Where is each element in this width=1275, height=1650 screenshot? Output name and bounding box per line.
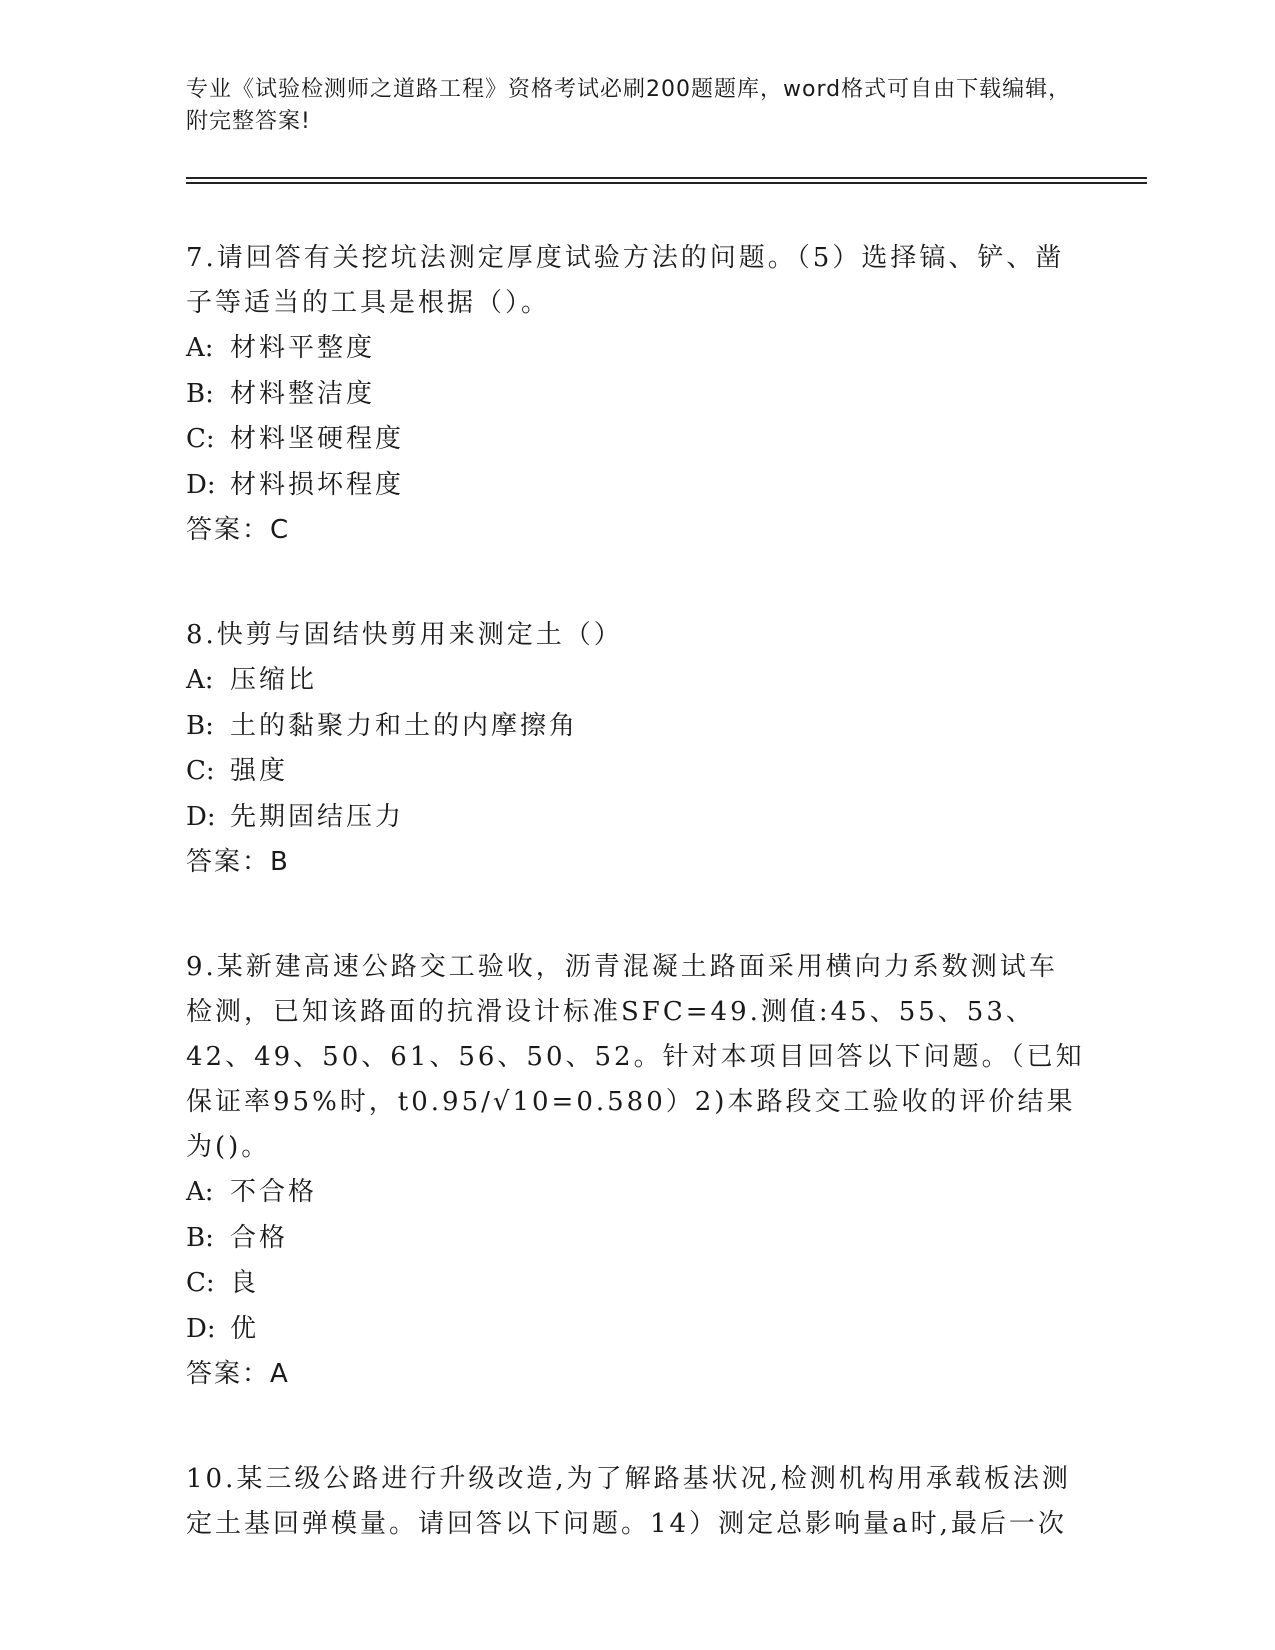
answer-line: 答案：C: [186, 515, 291, 545]
option-d: [186, 1307, 1086, 1353]
option-c: [186, 1261, 1086, 1307]
option-text: 压缩比: [230, 665, 318, 695]
header-rule-bottom: [186, 182, 1147, 184]
option-key: A:: [186, 333, 214, 363]
option-text: 优: [230, 1313, 260, 1344]
option-text: 先期固结压力: [230, 801, 405, 832]
question-stem: 9.某新建高速公路交工验收，沥青混凝土路面采用横向力系数测试车检测，已知该路面的抗滑设计标准SFC=49.测值:45、55、53、42、49、50、61、56、50、52。针对本项目回答以下问题。（已知保证率95%时，t0.95/√10=0.580）2)本路段交工验收的评价结果为()。: [186, 952, 1085, 1162]
option-text: 土的黏聚力和土的内摩擦角: [230, 710, 579, 741]
answer-line: 答案：A: [186, 1359, 290, 1389]
question-9: [186, 945, 1086, 1397]
question-stem: 8.快剪与固结快剪用来测定土（）: [186, 620, 623, 650]
option-key: D:: [186, 801, 216, 832]
option-key: B:: [186, 378, 214, 409]
option-d: [186, 795, 1086, 841]
option-key: C:: [186, 1268, 215, 1298]
option-key: D:: [186, 1313, 216, 1344]
option-text: 良: [230, 1268, 260, 1298]
option-a: [186, 658, 1086, 704]
option-c: [186, 749, 1086, 795]
question-stem: 10.某三级公路进行升级改造,为了解路基状况,检测机构用承载板法测定土基回弹模量。请回答以下问题。14）测定总影响量a时,最后一次: [186, 1464, 1071, 1539]
option-b: [186, 704, 1086, 750]
question-stem: 7.请回答有关挖坑法测定厚度试验方法的问题。（5）选择镐、铲、凿子等适当的工具是根据（）。: [186, 243, 1065, 318]
option-a: [186, 1170, 1086, 1216]
option-key: D:: [186, 469, 216, 500]
option-b: [186, 372, 1086, 418]
option-text: 材料坚硬程度: [230, 424, 405, 454]
option-key: B:: [186, 710, 214, 741]
option-key: B:: [186, 1222, 214, 1253]
option-text: 强度: [230, 756, 289, 786]
option-text: 材料平整度: [230, 333, 376, 363]
option-key: A:: [186, 665, 214, 695]
option-b: [186, 1216, 1086, 1262]
question-8: [186, 613, 1086, 885]
option-d: [186, 463, 1086, 509]
question-10: [186, 1457, 1086, 1547]
option-key: C:: [186, 424, 215, 454]
question-list: [186, 236, 1086, 1607]
header-rule-top: [186, 177, 1147, 179]
question-7: [186, 236, 1086, 553]
answer-line: 答案：B: [186, 847, 290, 877]
option-text: 材料损坏程度: [230, 469, 405, 500]
document-header: 专业《试验检测师之道路工程》资格考试必刷200题题库，word格式可自由下载编辑，附完整答案!: [186, 77, 1072, 134]
option-key: A:: [186, 1177, 214, 1207]
option-c: [186, 417, 1086, 463]
option-a: [186, 326, 1086, 372]
option-key: C:: [186, 756, 215, 786]
option-text: 不合格: [230, 1177, 318, 1207]
option-text: 材料整洁度: [230, 378, 376, 409]
option-text: 合格: [230, 1222, 289, 1253]
